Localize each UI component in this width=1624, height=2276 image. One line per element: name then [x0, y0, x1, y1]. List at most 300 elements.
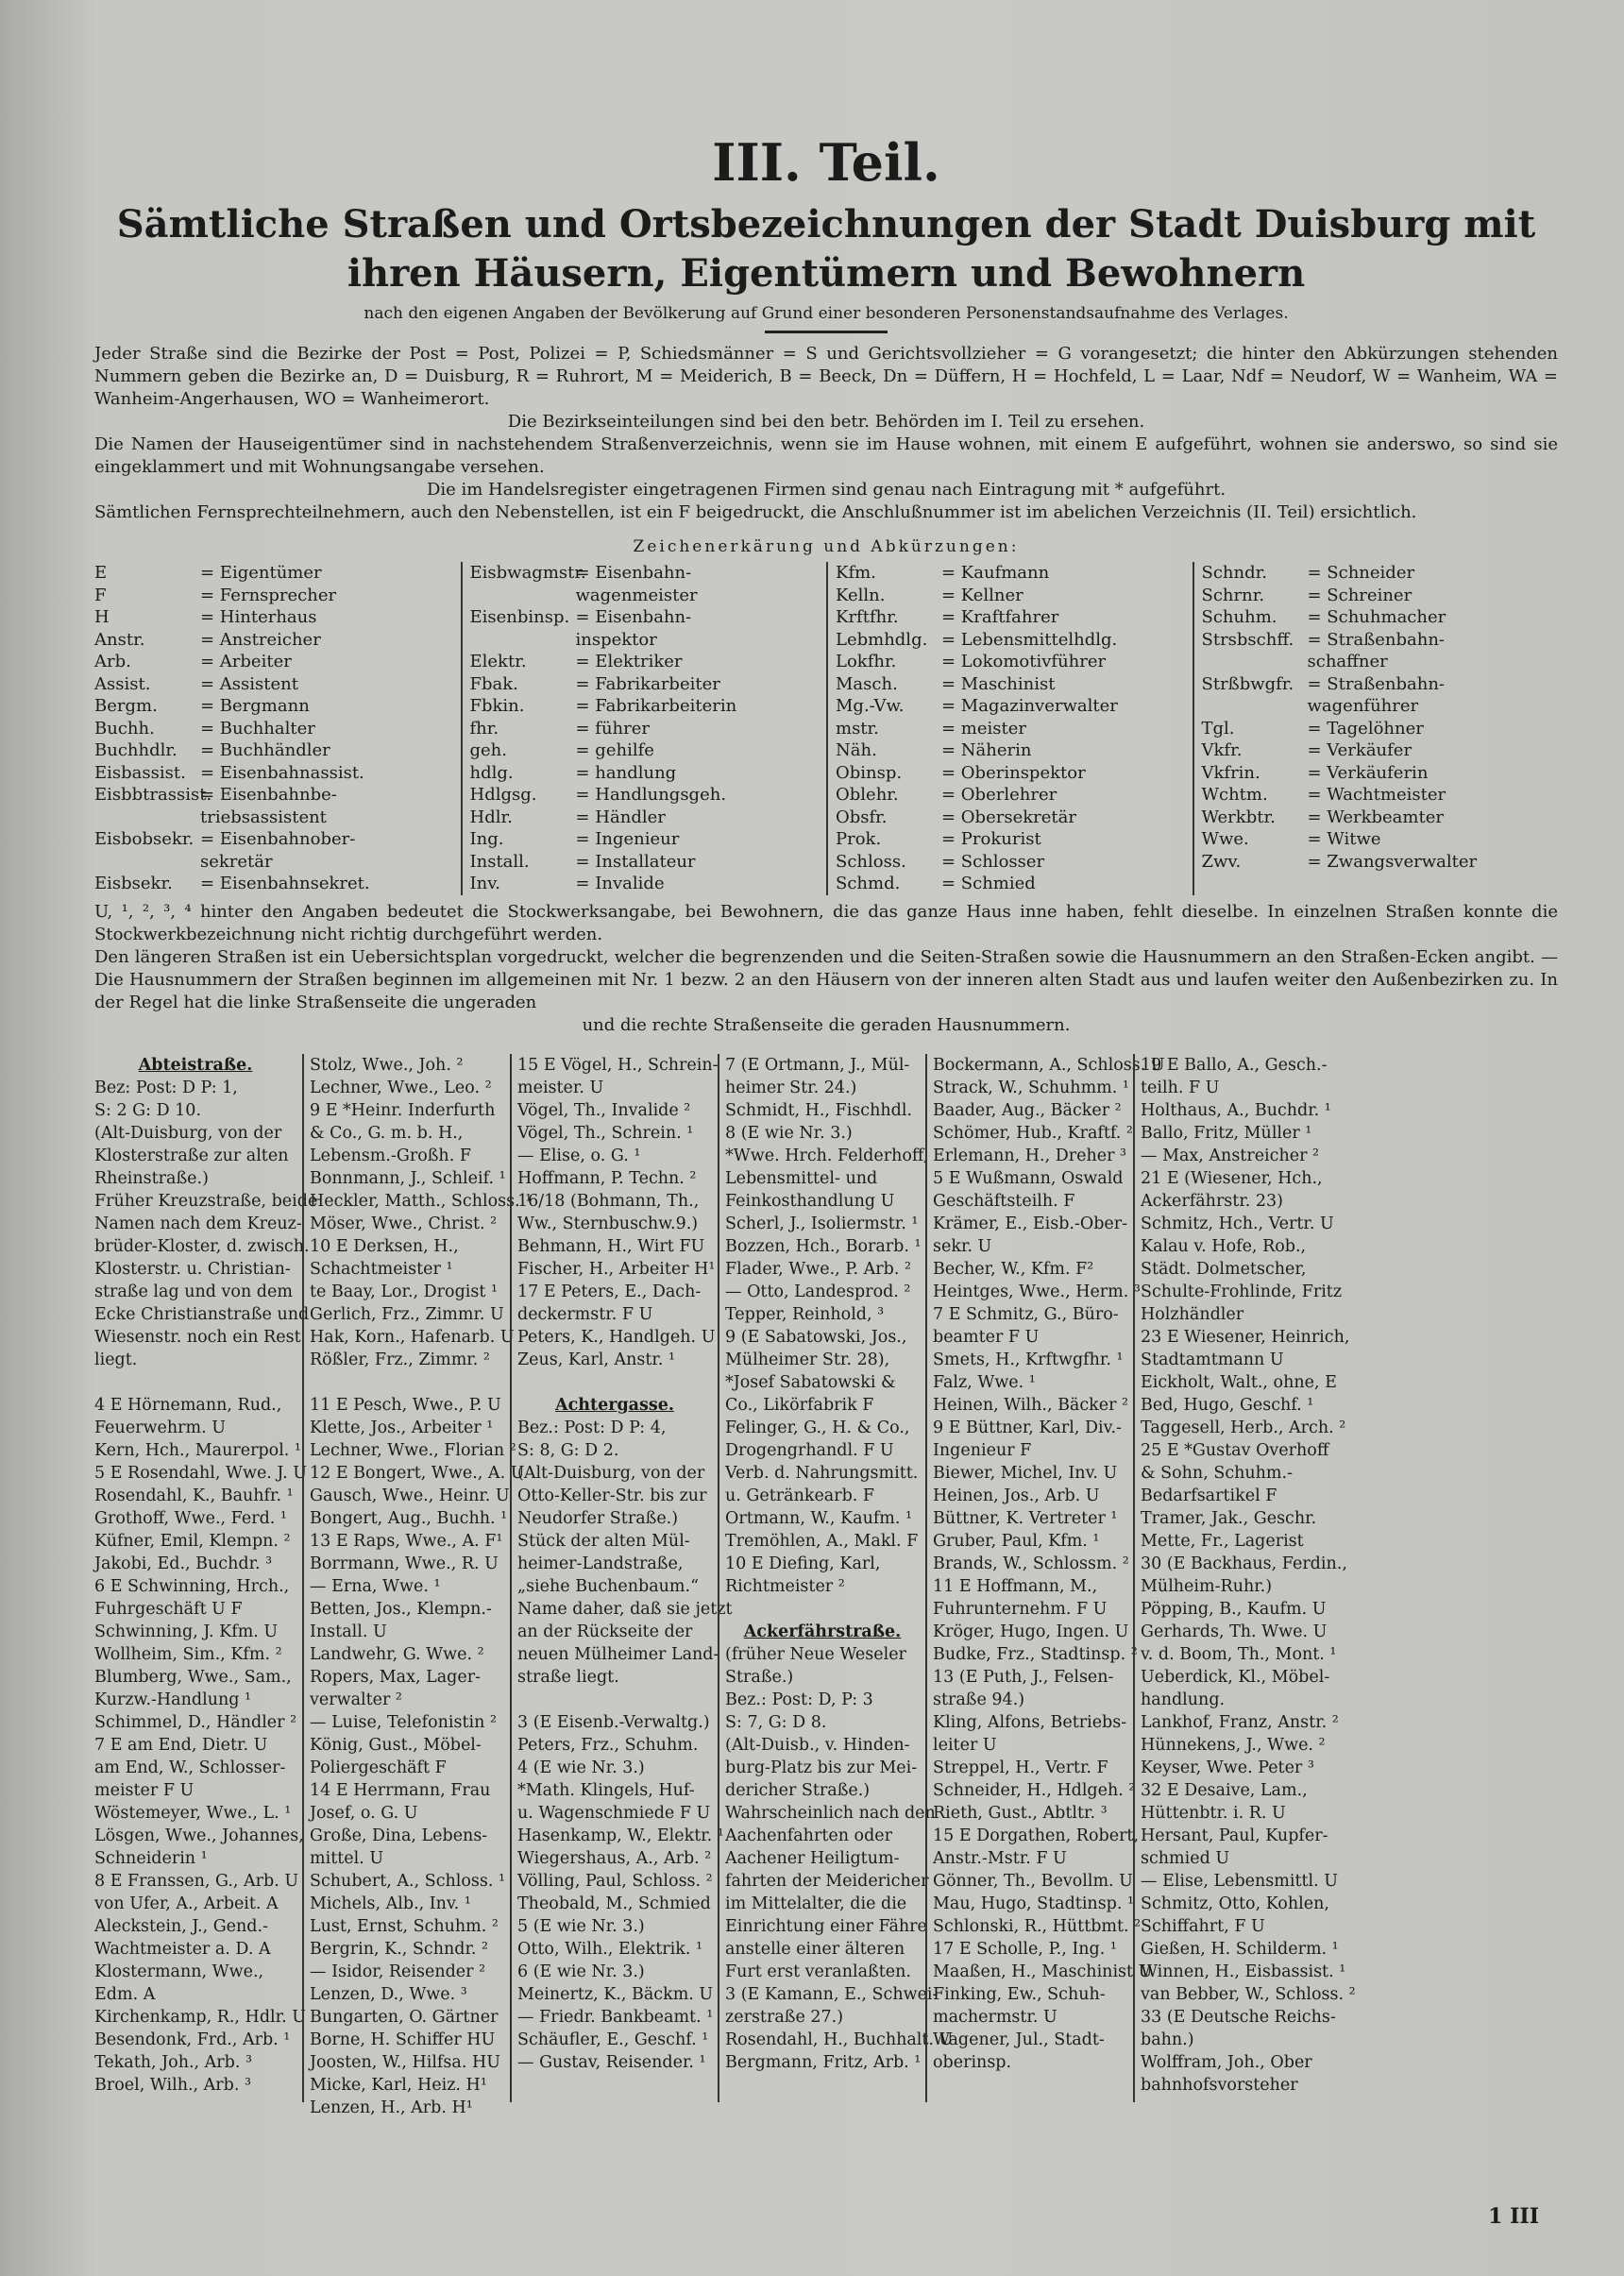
directory-line: Küfner, Emil, Klempn. ²: [94, 1531, 291, 1551]
legend-abbreviation: Näh.: [836, 740, 877, 760]
directory-line: — Erna, Wwe. ¹: [310, 1576, 441, 1596]
legend-meaning: = Eisenbahnassist.: [200, 762, 364, 783]
directory-line: 5 (E wie Nr. 3.): [517, 1916, 645, 1936]
directory-line: Kröger, Hugo, Ingen. U: [933, 1622, 1129, 1641]
legend-abbreviation: Vkfrin.: [1201, 762, 1260, 783]
legend-entry: [94, 695, 461, 718]
directory-line: teilh. F U: [1141, 1078, 1220, 1097]
legend-abbreviation: Fbak.: [469, 673, 518, 694]
directory-line: Behmann, H., Wirt FU: [517, 1236, 705, 1256]
legend-entry: [470, 873, 827, 895]
directory-line: Schmitz, Hch., Vertr. U: [1141, 1214, 1334, 1233]
legend-meaning: = Buchhalter: [200, 718, 315, 739]
directory-line: straße lag und von dem: [94, 1282, 293, 1301]
directory-line: von Ufer, A., Arbeit. A: [94, 1894, 279, 1913]
directory-line: Drogengrhandl. F U: [725, 1440, 894, 1460]
directory-line: Gruber, Paul, Kfm. ¹: [933, 1531, 1100, 1551]
legend-abbreviation: Zwv.: [1201, 851, 1242, 872]
directory-line: Schubert, A., Schloss. ¹: [310, 1871, 506, 1891]
directory-line: 16/18 (Bohmann, Th.,: [517, 1191, 700, 1211]
legend-abbreviation: Prok.: [836, 829, 882, 849]
directory-line: Ropers, Max, Lager-: [310, 1667, 481, 1687]
legend-meaning: = Schlosser: [941, 851, 1045, 872]
directory-column: [94, 1054, 318, 2102]
directory-line: 33 (E Deutsche Reichs-: [1141, 2007, 1336, 2027]
legend-meaning: = Prokurist: [941, 829, 1041, 849]
legend-entry: [1202, 651, 1559, 673]
directory-line: Kurzw.-Handlung ¹: [94, 1690, 252, 1709]
legend-entry: [836, 651, 1193, 673]
legend-abbreviation: [94, 851, 200, 874]
directory-line: 11 E Hoffmann, M.,: [933, 1576, 1098, 1596]
directory-line: liegt.: [94, 1350, 138, 1369]
directory-line: Gausch, Wwe., Heinr. U: [310, 1486, 510, 1505]
directory-line: — Max, Anstreicher ²: [1141, 1146, 1320, 1165]
legend-entry: [470, 651, 827, 673]
directory-line: beamter F U: [933, 1327, 1040, 1347]
directory-line: Anstr.-Mstr. F U: [933, 1848, 1067, 1868]
directory-line: [310, 1371, 504, 1394]
directory-line: 7 E Schmitz, G., Büro-: [933, 1304, 1119, 1324]
street-heading: Abteistraße.: [138, 1055, 253, 1075]
directory-line: Besendonk, Frd., Arb. ¹: [94, 2030, 291, 2049]
legend-abbreviation: Vkfr.: [1201, 740, 1243, 760]
directory-line: Taggesell, Herb., Arch. ²: [1141, 1418, 1346, 1437]
directory-line: 7 (E Ortmann, J., Mül-: [725, 1055, 910, 1075]
legend-meaning: = handlung: [575, 762, 677, 783]
legend-abbreviation: Eisbsekr.: [94, 874, 173, 893]
directory-line: Klosterstr. u. Christian-: [94, 1259, 291, 1279]
directory-line: handlung.: [1141, 1690, 1226, 1709]
legend-meaning: = Eisenbahn-: [575, 607, 692, 627]
legend-entry: [1202, 562, 1559, 585]
legend-abbreviation: fhr.: [469, 718, 499, 739]
street-heading: Achtergasse.: [555, 1395, 674, 1415]
directory-line: Baader, Aug., Bäcker ²: [933, 1100, 1122, 1120]
legend-entry: [470, 739, 827, 762]
legend-abbreviation: Kelln.: [836, 585, 886, 605]
legend-meaning: = Invalide: [575, 874, 665, 893]
directory-line: Kirchenkamp, R., Hdlr. U: [94, 2007, 306, 2027]
intro-paragraph-firms: Die im Handelsregister eingetragenen Firmen sind genau nach Eintragung mit * aufgeführt.: [426, 480, 1226, 500]
legend-meaning: = Assistent: [200, 673, 298, 694]
street-directory-columns: [94, 1054, 1558, 2117]
directory-line: Becher, W., Kfm. F²: [933, 1259, 1094, 1279]
legend-abbreviation: Werkbtr.: [1201, 807, 1276, 827]
directory-line: Otto, Wilh., Elektrik. ¹: [517, 1939, 702, 1959]
directory-line: Ecke Christianstraße und: [94, 1304, 310, 1324]
directory-line: Früher Kreuzstraße, beide: [94, 1191, 318, 1211]
legend-meaning: = Händler: [575, 807, 666, 827]
legend-entry: [1202, 606, 1559, 629]
legend-meaning: = Eigentümer: [200, 563, 322, 583]
directory-line: Rosendahl, H., Buchhalt. U: [725, 2030, 954, 2049]
directory-line: Namen nach dem Kreuz-: [94, 1214, 302, 1233]
legend-abbreviation: Elektr.: [469, 652, 527, 671]
directory-line: burg-Platz bis zur Mei-: [725, 1758, 918, 1777]
directory-line: Eickholt, Walt., ohne, E: [1141, 1372, 1337, 1392]
directory-line: Bez.: Post: D P: 4,: [517, 1418, 667, 1437]
legend-entry: [94, 851, 461, 874]
legend-meaning: = Elektriker: [575, 652, 683, 671]
directory-line: Hüttenbtr. i. R. U: [1141, 1803, 1286, 1823]
legend-entry: [470, 784, 827, 807]
directory-line: (früher Neue Weseler: [725, 1644, 906, 1664]
directory-line: 9 E *Heinr. Inderfurth: [310, 1100, 496, 1120]
abbreviation-legend: [94, 562, 1558, 895]
directory-line: 25 E *Gustav Overhoff: [1141, 1440, 1329, 1460]
directory-line: Ww., Sternbuschw.9.): [517, 1214, 699, 1233]
directory-line: leiter U: [933, 1735, 997, 1755]
directory-line: Flader, Wwe., P. Arb. ²: [725, 1259, 912, 1279]
legend-abbreviation: Eisbbtrassist.: [94, 785, 212, 805]
legend-column: [1193, 562, 1559, 895]
legend-abbreviation: Schrnr.: [1201, 585, 1265, 605]
directory-line: Richtmeister ²: [725, 1576, 845, 1596]
legend-abbreviation: Lokfhr.: [836, 652, 897, 671]
legend-entry: [470, 695, 827, 718]
directory-line: Stolz, Wwe., Joh. ²: [310, 1055, 464, 1075]
legend-meaning: = Maschinist: [941, 673, 1056, 694]
directory-line: [725, 1598, 920, 1621]
directory-line: — Luise, Telefonistin ²: [310, 1712, 497, 1732]
directory-line: Bez.: Post: D, P: 3: [725, 1690, 873, 1709]
directory-line: Lebensmittel- und: [725, 1168, 878, 1188]
directory-line: Falz, Wwe. ¹: [933, 1372, 1036, 1392]
legend-entry: [836, 873, 1193, 895]
directory-line: 13 E Raps, Wwe., A. F¹: [310, 1531, 503, 1551]
directory-line: fahrten der Meidericher: [725, 1871, 929, 1891]
directory-line: Feinkosthandlung U: [725, 1191, 895, 1211]
directory-line: Blumberg, Wwe., Sam.,: [94, 1667, 292, 1687]
legend-entry: [470, 562, 827, 585]
legend-entry: [1202, 629, 1559, 652]
directory-line: 17 E Scholle, P., Ing. ¹: [933, 1939, 1117, 1959]
legend-entry: [836, 851, 1193, 874]
directory-line: 12 E Bongert, Wwe., A. U: [310, 1463, 525, 1483]
legend-meaning: = Wachtmeister: [1307, 785, 1446, 805]
legend-meaning: = Fernsprecher: [200, 585, 337, 605]
directory-line: 5 E Wußmann, Oswald: [933, 1168, 1124, 1188]
directory-column: [302, 1054, 533, 2117]
legend-meaning: = Kellner: [941, 585, 1023, 605]
legend-meaning: sekretär: [200, 851, 273, 872]
directory-line: Theobald, M., Schmied: [517, 1894, 711, 1913]
directory-line: am End, W., Schlosser-: [94, 1758, 286, 1777]
directory-line: Grothoff, Wwe., Ferd. ¹: [94, 1508, 287, 1528]
directory-line: Kalau v. Hofe, Rob.,: [1141, 1236, 1307, 1256]
legend-abbreviation: Wchtm.: [1201, 785, 1268, 805]
legend-entry: [94, 762, 461, 785]
legend-meaning: = Lebensmittelhdlg.: [941, 629, 1118, 650]
directory-line: Wagener, Jul., Stadt-: [933, 2030, 1105, 2049]
directory-line: te Baay, Lor., Drogist ¹: [310, 1282, 498, 1301]
directory-line: 32 E Desaive, Lam.,: [1141, 1780, 1308, 1800]
directory-line: Strack, W., Schuhmm. ¹: [933, 1078, 1129, 1097]
legend-meaning: = Lokomotivführer: [941, 652, 1107, 671]
directory-line: (Alt-Duisburg, von der: [517, 1463, 705, 1483]
legend-meaning: = Eisenbahn-: [575, 563, 692, 583]
directory-line: Aachenfahrten oder: [725, 1826, 892, 1845]
directory-line: Pöpping, B., Kaufm. U: [1141, 1599, 1327, 1619]
directory-line: Wollheim, Sim., Kfm. ²: [94, 1644, 282, 1664]
legend-entry: [470, 585, 827, 607]
legend-abbreviation: Bergm.: [94, 696, 158, 716]
legend-abbreviation: Mg.-Vw.: [836, 696, 905, 716]
legend-meaning: = Verkäuferin: [1307, 762, 1429, 783]
legend-meaning: = Näherin: [941, 740, 1032, 760]
directory-line: Otto-Keller-Str. bis zur: [517, 1486, 707, 1505]
legend-meaning: = Eisenbahnbe-: [200, 785, 337, 805]
directory-line: bahn.): [1141, 2030, 1194, 2049]
directory-line: (Alt-Duisburg, von der: [94, 1123, 282, 1143]
page-number: 1 III: [1488, 2204, 1539, 2229]
directory-line: schmied U: [1141, 1848, 1230, 1868]
directory-line: Lenzen, H., Arb. H¹: [310, 2098, 473, 2117]
directory-line: 13 (E Puth, J., Felsen-: [933, 1667, 1114, 1687]
directory-line: meister F U: [94, 1780, 195, 1800]
legend-meaning: wagenmeister: [575, 585, 698, 605]
directory-line: Klette, Jos., Arbeiter ¹: [310, 1418, 494, 1437]
legend-meaning: = Straßenbahn-: [1307, 629, 1445, 650]
directory-line: Lebensm.-Großh. F: [310, 1146, 471, 1165]
legend-abbreviation: Ing.: [469, 829, 504, 849]
directory-line: Kling, Alfons, Betriebs-: [933, 1712, 1127, 1732]
legend-meaning: = Obersekretär: [941, 807, 1076, 827]
directory-line: Hünnekens, J., Wwe. ²: [1141, 1735, 1326, 1755]
directory-line: im Mittelalter, die die: [725, 1894, 907, 1913]
directory-line: 23 E Wiesener, Heinrich,: [1141, 1327, 1350, 1347]
directory-line: Felinger, G., H. & Co.,: [725, 1418, 910, 1437]
directory-line: Möser, Wwe., Christ. ²: [310, 1214, 498, 1233]
directory-line: Rheinstraße.): [94, 1168, 209, 1188]
directory-line: Schimmel, D., Händler ²: [94, 1712, 297, 1732]
directory-line: Schmidt, H., Fischhdl.: [725, 1100, 912, 1120]
directory-line: 5 E Rosendahl, Wwe. J. U: [94, 1463, 307, 1483]
directory-line: zerstraße 27.): [725, 2007, 844, 2027]
legend-entry: [836, 784, 1193, 807]
directory-line: Wachtmeister a. D. A: [94, 1939, 271, 1959]
directory-line: Furt erst veranlaßten.: [725, 1962, 911, 1981]
directory-line: Brands, W., Schlossm. ²: [933, 1554, 1129, 1573]
legend-entry: [836, 585, 1193, 607]
directory-line: van Bebber, W., Schloss. ²: [1141, 1984, 1356, 2004]
directory-line: heimer-Landstraße,: [517, 1554, 684, 1573]
directory-line: S: 2 G: D 10.: [94, 1100, 202, 1120]
directory-line: u. Getränkearb. F: [725, 1486, 875, 1505]
directory-column: [718, 1054, 954, 2102]
directory-line: Biewer, Michel, Inv. U: [933, 1463, 1118, 1483]
directory-line: Gerlich, Frz., Zimmr. U: [310, 1304, 504, 1324]
directory-line: Bonnmann, J., Schleif. ¹: [310, 1168, 506, 1188]
directory-line: Feuerwehrm. U: [94, 1418, 226, 1437]
legend-entry: [470, 718, 827, 740]
directory-line: Stadtamtmann U: [1141, 1350, 1284, 1369]
legend-meaning: = meister: [941, 718, 1027, 739]
legend-abbreviation: Strßbwgfr.: [1201, 673, 1294, 694]
directory-line: Lechner, Wwe., Florian ²: [310, 1440, 516, 1460]
legend-abbreviation: Hdlgsg.: [469, 785, 537, 805]
directory-line: Edm. A: [94, 1984, 156, 2004]
directory-line: Schneider, H., Hdlgeh. ²: [933, 1780, 1136, 1800]
legend-entry: [1202, 784, 1559, 807]
legend-abbreviation: [1202, 651, 1308, 673]
directory-line: Tepper, Reinhold, ³: [725, 1304, 885, 1324]
directory-line: Peters, Frz., Schuhm.: [517, 1735, 699, 1755]
directory-line: Wiesenstr. noch ein Rest: [94, 1327, 301, 1347]
directory-line: Ingenieur F: [933, 1440, 1032, 1460]
directory-line: 21 E (Wiesener, Hch.,: [1141, 1168, 1323, 1188]
legend-abbreviation: Arb.: [94, 652, 131, 671]
directory-line: Mülheimer Str. 28),: [725, 1350, 890, 1369]
directory-line: Schlonski, R., Hüttbmt. ²: [933, 1916, 1142, 1936]
directory-line: Heinen, Wilh., Bäcker ²: [933, 1395, 1129, 1415]
directory-line: Ackerfährstr. 23): [1141, 1191, 1283, 1211]
note-even-numbers: und die rechte Straßenseite die geraden Hausnummern.: [582, 1014, 1071, 1035]
legend-entry: [94, 629, 461, 652]
legend-abbreviation: Eisbwagmstr.: [469, 563, 586, 583]
legend-meaning: = Verkäufer: [1307, 740, 1413, 760]
legend-title: Zeichenerkärung und Abkürzungen:: [633, 537, 1020, 556]
directory-column: [510, 1054, 733, 2102]
note-overview-plan: Den längeren Straßen ist ein Uebersichtsplan vorgedruckt, welcher die begrenzenden und die Seiten-Straßen sowie die Hausnummern an den Straßen-Ecken angibt. — Die Hausnummern der Straßen beginnen im allgemeinen mit Nr. 1 bezw. 2 an den Häusern von der inneren alten Stadt aus und laufen weiter den Außenbezirken zu. In der Regel hat die linke Straßenseite die ungeraden: [94, 946, 1558, 1012]
legend-entry: [836, 828, 1193, 851]
street-heading: Ackerfährstraße.: [743, 1622, 902, 1641]
directory-line: — Otto, Landesprod. ²: [725, 1282, 911, 1301]
intro-paragraph-districts: Jeder Straße sind die Bezirke der Post = Post, Polizei = P, Schiedsmänner = S und Gerichtsvollzieher = G vorangesetzt; die hinter den Abkürzungen stehenden Nummern geben die Bezirke an, D = Duisburg, R = Ruhrort, M = Meiderich, B = Beeck, Dn = Düffern, H = Hochfeld, L = Laar, Ndf = Neudorf, W = Wanheim, WA = Wanheim-Angerhausen, WO = Wanheimerort.: [94, 344, 1558, 409]
legend-meaning: = Witwe: [1307, 829, 1381, 849]
directory-line: Schneiderin ¹: [94, 1848, 208, 1868]
directory-line: 4 E Hörnemann, Rud.,: [94, 1395, 282, 1415]
legend-entry: [94, 673, 461, 696]
legend-meaning: = Hinterhaus: [200, 607, 317, 627]
page-subline: nach den eigenen Angaben der Bevölkerung auf Grund einer besonderen Personenstandsaufnahme des Verlages.: [364, 304, 1289, 323]
legend-abbreviation: Kfm.: [836, 563, 876, 583]
directory-line: Bez: Post: D P: 1,: [94, 1078, 238, 1097]
directory-column: [1133, 1054, 1356, 2102]
directory-line: verwalter ²: [310, 1690, 402, 1709]
directory-line: mittel. U: [310, 1848, 384, 1868]
directory-line: neuen Mülheimer Land-: [517, 1644, 719, 1664]
legend-entry: [470, 673, 827, 696]
directory-line: 8 E Franssen, G., Arb. U: [94, 1871, 299, 1891]
directory-line: Borne, H. Schiffer HU: [310, 2030, 496, 2049]
directory-line: (Alt-Duisb., v. Hinden-: [725, 1735, 910, 1755]
legend-abbreviation: [1202, 695, 1308, 718]
directory-line: v. d. Boom, Th., Mont. ¹: [1141, 1644, 1337, 1664]
directory-line: Bongert, Aug., Buchh. ¹: [310, 1508, 508, 1528]
directory-line: Wolffram, Joh., Ober: [1141, 2052, 1312, 2072]
legend-meaning: = Eisenbahnsekret.: [200, 874, 370, 893]
legend-meaning: = Schmied: [941, 874, 1036, 893]
legend-abbreviation: Schmd.: [836, 874, 901, 893]
directory-line: Lechner, Wwe., Leo. ²: [310, 1078, 492, 1097]
directory-line: Aleckstein, J., Gend.-: [94, 1916, 268, 1936]
directory-line: Bergrin, K., Schndr. ²: [310, 1939, 489, 1959]
legend-meaning: = Installateur: [575, 851, 696, 872]
legend-abbreviation: [470, 585, 576, 607]
legend-entry: [836, 562, 1193, 585]
directory-line: Zeus, Karl, Anstr. ¹: [517, 1350, 675, 1369]
directory-line: heimer Str. 24.): [725, 1078, 857, 1097]
directory-line: 14 E Herrmann, Frau: [310, 1780, 491, 1800]
directory-line: 11 E Pesch, Wwe., P. U: [310, 1395, 501, 1415]
legend-abbreviation: Strsbschff.: [1201, 629, 1294, 650]
legend-meaning: = Buchhändler: [200, 740, 330, 760]
directory-line: Meinertz, K., Bäckm. U: [517, 1984, 714, 2004]
legend-abbreviation: Lebmhdlg.: [836, 629, 928, 650]
directory-line: bahnhofsvorsteher: [1141, 2075, 1298, 2095]
legend-abbreviation: Schuhm.: [1201, 607, 1277, 627]
directory-line: Fuhrgeschäft U F: [94, 1599, 243, 1619]
legend-meaning: = Werkbeamter: [1307, 807, 1444, 827]
directory-line: 6 E Schwinning, Hrch.,: [94, 1576, 290, 1596]
directory-line: Erlemann, H., Dreher ³: [933, 1146, 1127, 1165]
directory-line: Co., Likörfabrik F: [725, 1395, 874, 1415]
directory-line: Heinen, Jos., Arb. U: [933, 1486, 1100, 1505]
directory-line: 8 (E wie Nr. 3.): [725, 1123, 853, 1143]
legend-entry: [1202, 739, 1559, 762]
legend-meaning: = Zwangsverwalter: [1307, 851, 1478, 872]
legend-abbreviation: Buchhdlr.: [94, 740, 178, 760]
directory-line: Mette, Fr., Lagerist: [1141, 1531, 1304, 1551]
directory-line: Heintges, Wwe., Herm. ³: [933, 1282, 1141, 1301]
directory-line: 15 E Dorgathen, Robert,: [933, 1826, 1140, 1845]
legend-entry: [1202, 673, 1559, 696]
legend-meaning: = Fabrikarbeiterin: [575, 696, 737, 716]
legend-abbreviation: Buchh.: [94, 718, 155, 739]
directory-line: Fuhrunternehm. F U: [933, 1599, 1108, 1619]
directory-line: straße liegt.: [517, 1667, 619, 1687]
directory-line: 9 (E Sabatowski, Jos.,: [725, 1327, 907, 1347]
directory-line: Mülheim-Ruhr.): [1141, 1576, 1273, 1596]
directory-line: Name daher, daß sie jetzt: [517, 1599, 733, 1619]
directory-line: — Elise, Lebensmittl. U: [1141, 1871, 1339, 1891]
directory-line: [517, 1371, 712, 1394]
directory-line: u. Wagenschmiede F U: [517, 1803, 711, 1823]
directory-line: Kern, Hch., Maurerpol. ¹: [94, 1440, 301, 1460]
directory-line: „siehe Buchenbaum.“: [517, 1576, 700, 1596]
legend-entry: [836, 807, 1193, 829]
legend-entry: [94, 651, 461, 673]
legend-abbreviation: Eisenbinsp.: [469, 607, 570, 627]
directory-line: Klosterstraße zur alten: [94, 1146, 289, 1165]
directory-line: Wiegershaus, A., Arb. ²: [517, 1848, 712, 1868]
legend-abbreviation: E: [94, 563, 108, 583]
legend-meaning: = Eisenbahnober-: [200, 829, 356, 849]
directory-line: Mau, Hugo, Stadtinsp. ¹: [933, 1894, 1135, 1913]
directory-line: anstelle einer älteren: [725, 1939, 905, 1959]
page-subtitle-line2: ihren Häusern, Eigentümern und Bewohnern: [347, 251, 1306, 296]
directory-line: 9 E Büttner, Karl, Div.-: [933, 1418, 1122, 1437]
page-subtitle-line1: Sämtliche Straßen und Ortsbezeichnungen der Stadt Duisburg mit: [116, 202, 1536, 246]
legend-entry: [470, 851, 827, 874]
directory-line: *Josef Sabatowski &: [725, 1372, 896, 1392]
directory-line: Gerhards, Th. Wwe. U: [1141, 1622, 1328, 1641]
legend-meaning: = Anstreicher: [200, 629, 321, 650]
legend-meaning: = Straßenbahn-: [1307, 673, 1445, 694]
legend-abbreviation: F: [94, 585, 107, 605]
directory-line: Klostermann, Wwe.,: [94, 1962, 264, 1981]
legend-abbreviation: Masch.: [836, 673, 898, 694]
legend-abbreviation: [470, 629, 576, 652]
directory-line: Tramer, Jak., Geschr.: [1141, 1508, 1317, 1528]
directory-line: Bedarfsartikel F: [1141, 1486, 1277, 1505]
legend-abbreviation: Tgl.: [1201, 718, 1235, 739]
directory-line: Bed, Hugo, Geschf. ¹: [1141, 1395, 1314, 1415]
directory-line: 3 (E Eisenb.-Verwaltg.): [517, 1712, 710, 1732]
legend-meaning: wagenführer: [1307, 696, 1419, 716]
